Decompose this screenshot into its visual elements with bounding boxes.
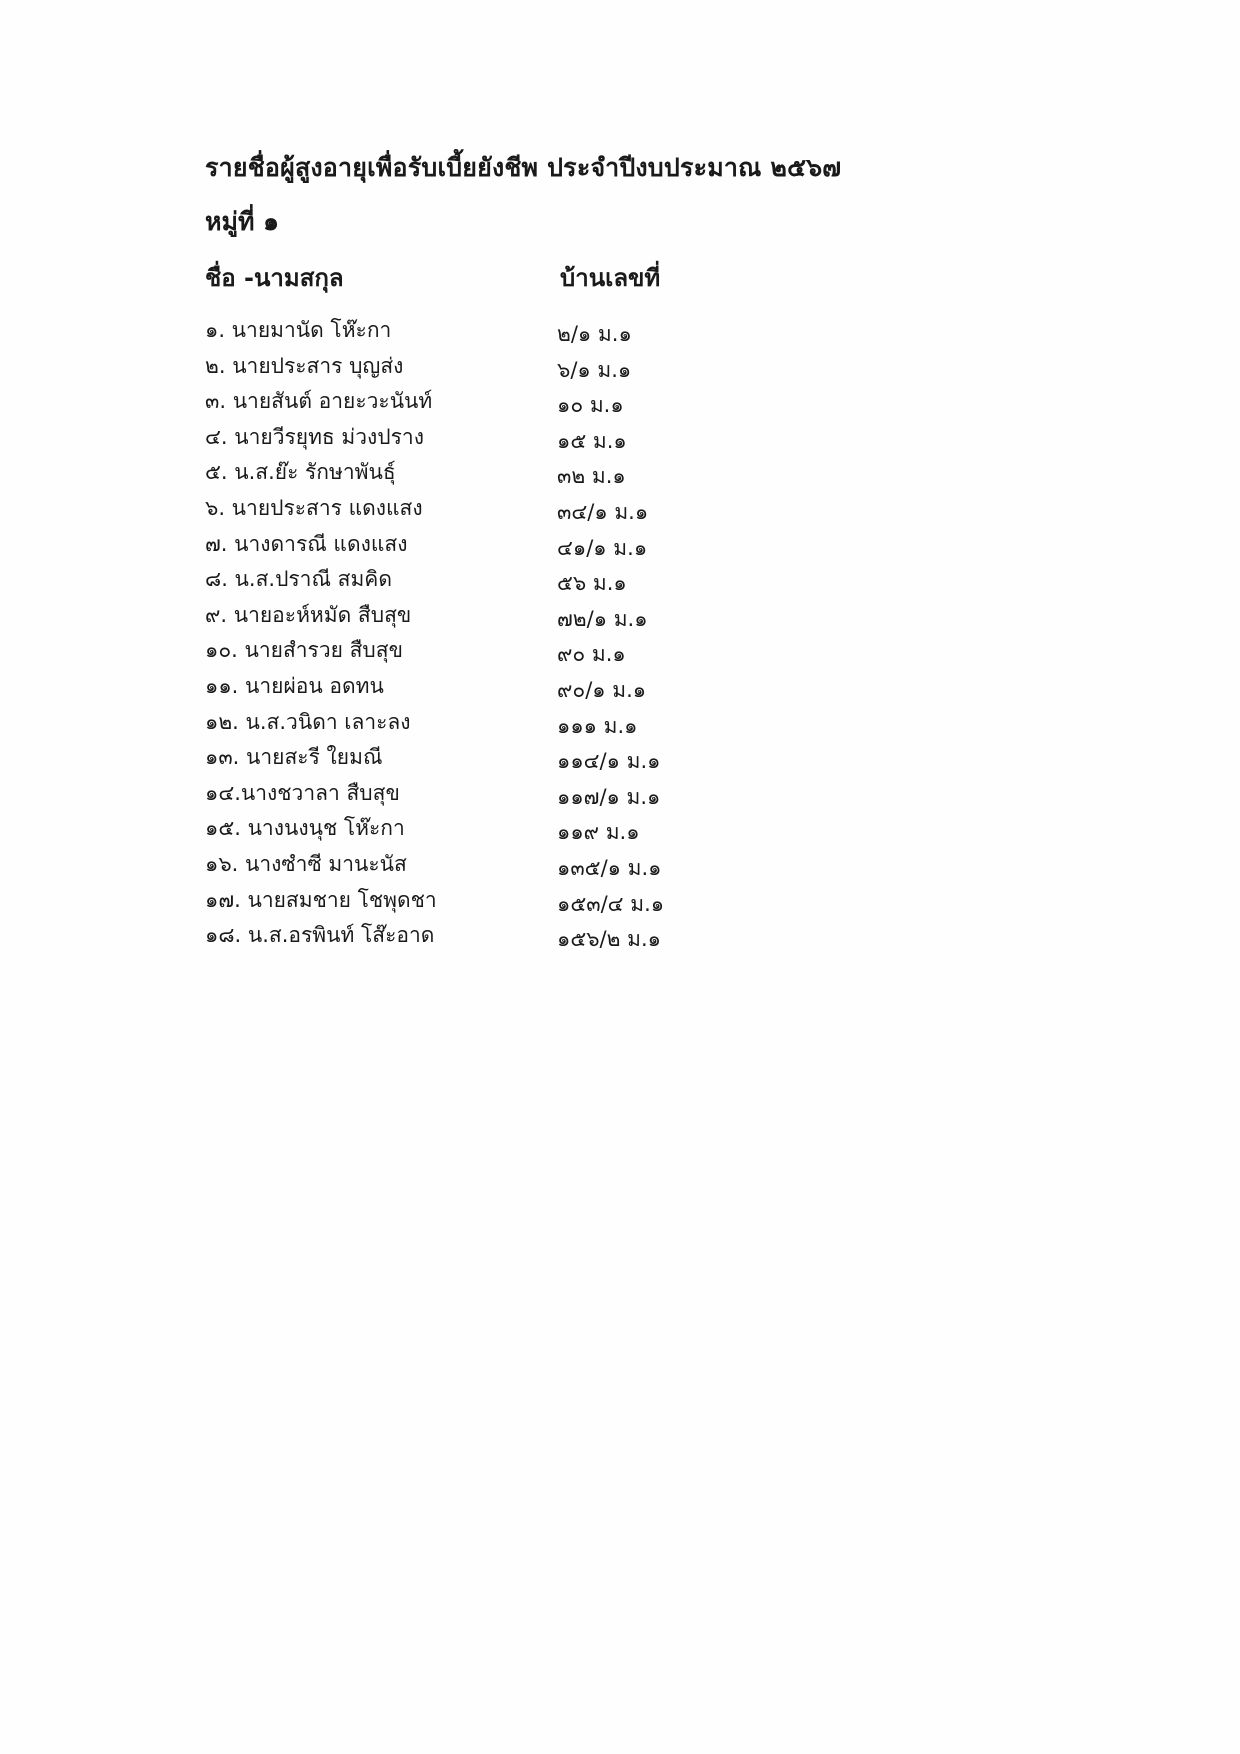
list-item xyxy=(205,350,725,386)
house-number: ๙๐ ม.๑ xyxy=(557,642,626,667)
house-number: ๒/๑ ม.๑ xyxy=(557,322,632,346)
person-name: ๖. นายประสาร แดงแสง xyxy=(205,495,423,520)
house-number: ๑๐ ม.๑ xyxy=(557,393,624,418)
elderly-list xyxy=(205,314,725,955)
person-name: ๔. นายวีรยุทธ ม่วงปราง xyxy=(205,424,424,449)
person-name: ๑๔.นางชวาลา สืบสุข xyxy=(205,780,400,805)
house-number: ๓๒ ม.๑ xyxy=(557,464,626,489)
house-number: ๑๓๕/๑ ม.๑ xyxy=(557,855,662,880)
house-number: ๑๑๑ ม.๑ xyxy=(557,713,638,738)
person-name: ๒. นายประสาร บุญส่ง xyxy=(205,353,404,378)
list-item xyxy=(205,884,725,920)
list-item xyxy=(205,919,725,955)
list-item xyxy=(205,492,725,528)
village-label: หมู่ที่ ๑ xyxy=(205,207,280,236)
list-item xyxy=(205,563,725,599)
person-name: ๓. นายสันต์ อายะวะนันท์ xyxy=(205,389,433,414)
list-item xyxy=(205,421,725,457)
list-item xyxy=(205,528,725,564)
person-name: ๑๘. น.ส.อรพินท์ โส๊ะอาด xyxy=(205,923,435,948)
house-number: ๑๑๔/๑ ม.๑ xyxy=(557,749,661,774)
house-number: ๑๕ ม.๑ xyxy=(557,428,627,453)
person-name: ๗. นางดารณี แดงแสง xyxy=(205,531,408,556)
column-header-name: ชื่อ -นามสกุล xyxy=(205,264,344,292)
person-name: ๑๕. นางนงนุช โห๊ะกา xyxy=(205,816,405,841)
person-name: ๑๒. น.ส.วนิดา เลาะลง xyxy=(205,709,411,734)
list-item xyxy=(205,812,725,848)
house-number: ๙๐/๑ ม.๑ xyxy=(557,677,647,702)
house-number: ๕๖ ม.๑ xyxy=(557,571,627,596)
house-number: ๗๒/๑ ม.๑ xyxy=(557,606,648,631)
list-item xyxy=(205,634,725,670)
person-name: ๕. น.ส.ย๊ะ รักษาพันธุ์ xyxy=(205,460,396,485)
list-item xyxy=(205,385,725,421)
list-item xyxy=(205,670,725,706)
house-number: ๓๔/๑ ม.๑ xyxy=(557,499,649,524)
house-number: ๑๑๗/๑ ม.๑ xyxy=(557,784,661,809)
person-name: ๑๑. นายผ่อน อดทน xyxy=(205,673,384,698)
person-name: ๑๐. นายสำรวย สืบสุข xyxy=(205,638,403,663)
person-name: ๑. นายมานัด โห๊ะกา xyxy=(205,318,392,342)
house-number: ๑๑๙ ม.๑ xyxy=(557,820,640,845)
list-item xyxy=(205,777,725,813)
list-item xyxy=(205,599,725,635)
house-number: ๑๕๖/๒ ม.๑ xyxy=(557,927,661,952)
house-number: ๖/๑ ม.๑ xyxy=(557,357,632,382)
person-name: ๑๓. นายสะรี ใยมณี xyxy=(205,745,383,770)
document-title: รายชื่อผู้สูงอายุเพื่อรับเบี้ยยังชีพ ประจำปีงบประมาณ ๒๕๖๗ xyxy=(205,153,842,182)
person-name: ๑๖. นางซำซี มานะนัส xyxy=(205,851,407,876)
person-name: ๑๗. นายสมชาย โชพุดชา xyxy=(205,887,437,912)
list-item xyxy=(205,456,725,492)
house-number: ๑๕๓/๔ ม.๑ xyxy=(557,891,665,916)
column-header-house-number: บ้านเลขที่ xyxy=(560,264,661,292)
house-number: ๔๑/๑ ม.๑ xyxy=(557,535,648,560)
person-name: ๙. นายอะห์หมัด สืบสุข xyxy=(205,602,412,627)
list-item xyxy=(205,314,725,350)
person-name: ๘. น.ส.ปราณี สมคิด xyxy=(205,567,392,592)
list-item xyxy=(205,741,725,777)
list-item xyxy=(205,848,725,884)
list-item xyxy=(205,706,725,742)
